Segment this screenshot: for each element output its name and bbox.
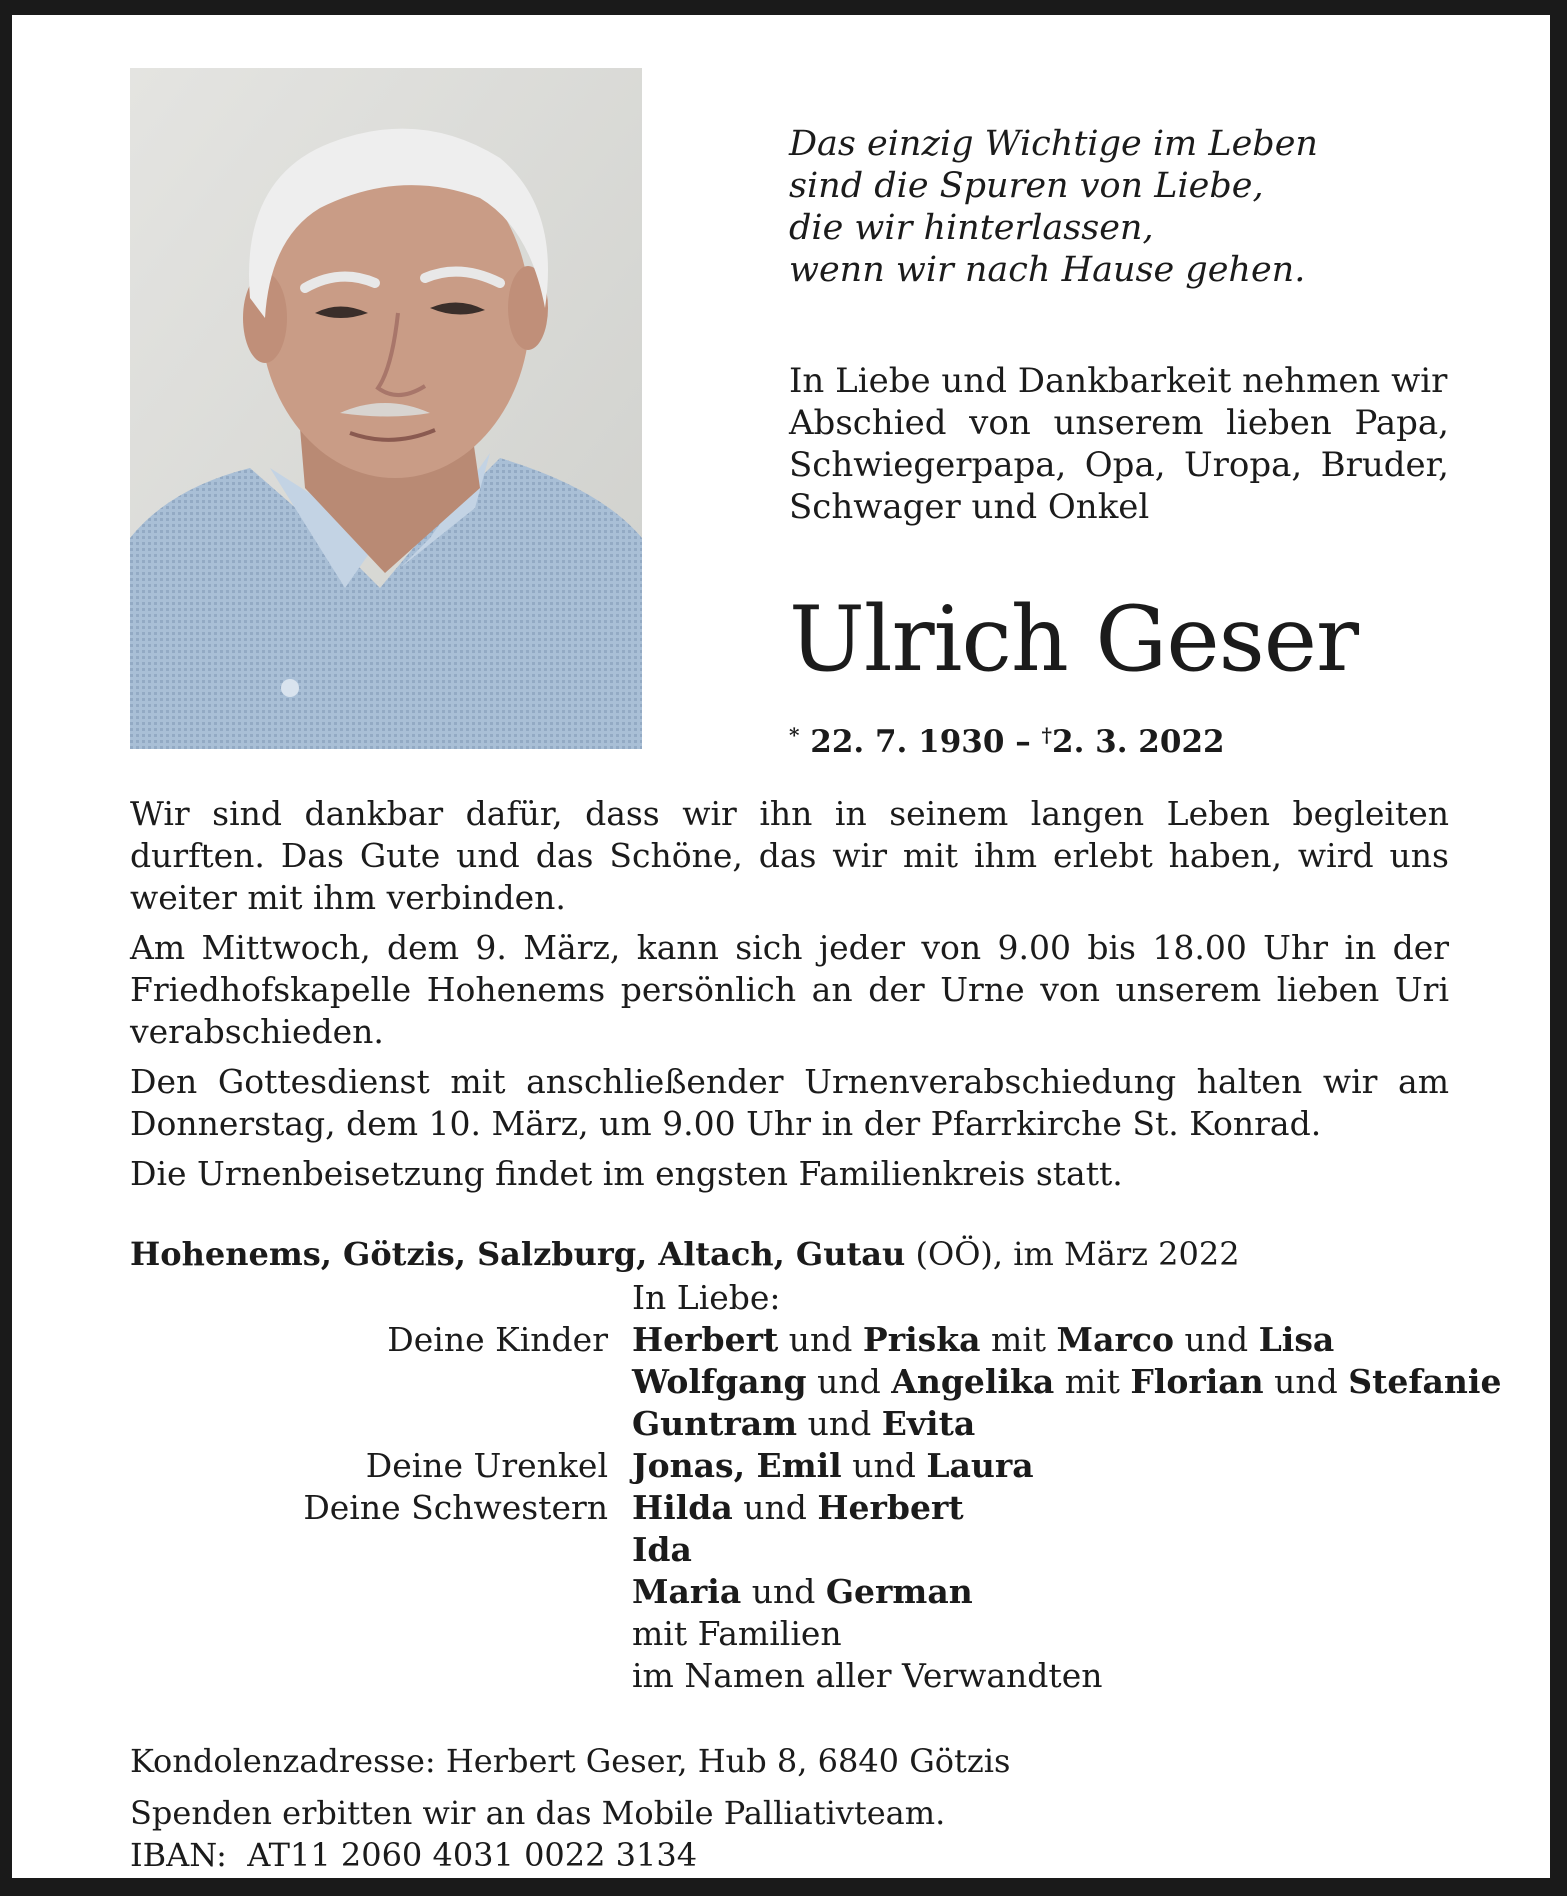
iban-label: IBAN: bbox=[130, 1836, 227, 1874]
label-urenkel: Deine Urenkel bbox=[365, 1446, 608, 1485]
quote-line: sind die Spuren von Liebe, bbox=[789, 166, 1264, 206]
intro-line: In Liebe und Dankbarkeit nehmen wir bbox=[789, 361, 1448, 401]
connector: und bbox=[1173, 1320, 1259, 1359]
name: Wolfgang bbox=[632, 1362, 807, 1401]
body-paragraph: Wir sind dankbar dafür, dass wir ihn in seinem langen Leben begleiten durften. Das Gute und das Schöne, das wir mit ihm erlebt haben, wird uns weiter mit ihm verbinden. bbox=[130, 794, 1449, 917]
farewell-intro bbox=[789, 360, 1449, 528]
kinder-line bbox=[632, 1403, 1552, 1445]
connector: und bbox=[741, 1572, 826, 1611]
death-date: 2. 3. 2022 bbox=[1052, 724, 1225, 760]
obituary-card bbox=[12, 15, 1550, 1878]
name: Angelika bbox=[891, 1362, 1055, 1401]
schwestern-line bbox=[632, 1529, 1552, 1571]
body-paragraph: Die Urnenbeisetzung findet im engsten Familienkreis statt. bbox=[130, 1154, 1123, 1193]
name: Evita bbox=[881, 1404, 976, 1443]
deceased-name: Ulrich Geser bbox=[789, 587, 1359, 692]
intro-line: Schwiegerpapa, Opa, Uropa, Bruder, bbox=[789, 445, 1449, 485]
name: Laura bbox=[926, 1446, 1034, 1485]
schwestern-line bbox=[632, 1487, 1552, 1529]
body-paragraph: Den Gottesdienst mit anschließender Urnenverabschiedung halten wir am Donnerstag, dem 10. März, um 9.00 Uhr in der Pfarrkirche St. Konrad. bbox=[130, 1062, 1449, 1143]
quote-line: wenn wir nach Hause gehen. bbox=[789, 250, 1306, 290]
urenkel-line bbox=[632, 1445, 1552, 1487]
name: Jonas, Emil bbox=[632, 1446, 842, 1485]
name: Marco bbox=[1056, 1320, 1174, 1359]
schwestern-line bbox=[632, 1571, 1552, 1613]
birth-date: 22. 7. 1930 bbox=[810, 724, 1005, 760]
label-schwestern: Deine Schwestern bbox=[303, 1488, 608, 1527]
quote-line: Das einzig Wichtige im Leben bbox=[789, 124, 1318, 164]
signature-closing: im Namen aller Verwandten bbox=[632, 1656, 1103, 1695]
signature-block bbox=[130, 1277, 1550, 1717]
name: Florian bbox=[1130, 1362, 1264, 1401]
birth-symbol: * bbox=[789, 723, 800, 747]
name: Lisa bbox=[1258, 1320, 1335, 1359]
connector: mit bbox=[1054, 1362, 1131, 1401]
name: Stefanie bbox=[1348, 1362, 1502, 1401]
life-dates bbox=[789, 715, 1225, 762]
iban-line bbox=[130, 1834, 1430, 1876]
places-line bbox=[130, 1233, 1240, 1275]
footer-spacer bbox=[130, 1782, 1430, 1792]
connector: mit bbox=[980, 1320, 1057, 1359]
connector: und bbox=[797, 1404, 882, 1443]
intro-line: Abschied von unserem lieben Papa, bbox=[789, 403, 1449, 443]
signature-closing: mit Familien bbox=[632, 1614, 842, 1653]
connector: und bbox=[1263, 1362, 1349, 1401]
portrait-illustration bbox=[130, 68, 642, 749]
name: Guntram bbox=[632, 1404, 798, 1443]
body-paragraph: Am Mittwoch, dem 9. März, kann sich jeder von 9.00 bis 18.00 Uhr in der Friedhofskapelle Hohenems persönlich an der Urne von unserem lieben Uri verabschieden. bbox=[130, 928, 1449, 1051]
name: German bbox=[825, 1572, 973, 1611]
condolence-address: Kondolenzadresse: Herbert Geser, Hub 8, 6840 Götzis bbox=[130, 1742, 1011, 1780]
shirt-button bbox=[281, 679, 299, 697]
donation-note: Spenden erbitten wir an das Mobile Palliativteam. bbox=[130, 1794, 946, 1832]
intro-line: Schwager und Onkel bbox=[789, 487, 1150, 527]
quote-line: die wir hinterlassen, bbox=[789, 208, 1154, 248]
connector: und bbox=[732, 1488, 818, 1527]
date-separator: – bbox=[1015, 724, 1031, 760]
kinder-line bbox=[632, 1319, 1552, 1361]
label-kinder: Deine Kinder bbox=[387, 1320, 608, 1359]
places-rest: (OÖ), im März 2022 bbox=[905, 1235, 1240, 1273]
kinder-line bbox=[632, 1361, 1552, 1403]
name: Maria bbox=[632, 1572, 742, 1611]
connector: und bbox=[806, 1362, 892, 1401]
iban-value: AT11 2060 4031 0022 3134 bbox=[247, 1836, 698, 1874]
obituary-body bbox=[130, 793, 1449, 1203]
places-bold: Hohenems, Götzis, Salzburg, Altach, Gutau bbox=[130, 1235, 906, 1273]
name: Herbert bbox=[632, 1320, 779, 1359]
name: Hilda bbox=[632, 1488, 733, 1527]
name: Ida bbox=[632, 1530, 692, 1569]
death-symbol: † bbox=[1041, 723, 1052, 747]
connector: und bbox=[778, 1320, 863, 1359]
poem-quote bbox=[789, 123, 1489, 291]
name: Priska bbox=[862, 1320, 981, 1359]
obituary-footer bbox=[130, 1740, 1430, 1876]
name: Herbert bbox=[817, 1488, 964, 1527]
signature-opening: In Liebe: bbox=[632, 1278, 781, 1317]
portrait-photo bbox=[130, 68, 642, 749]
connector: und bbox=[841, 1446, 927, 1485]
